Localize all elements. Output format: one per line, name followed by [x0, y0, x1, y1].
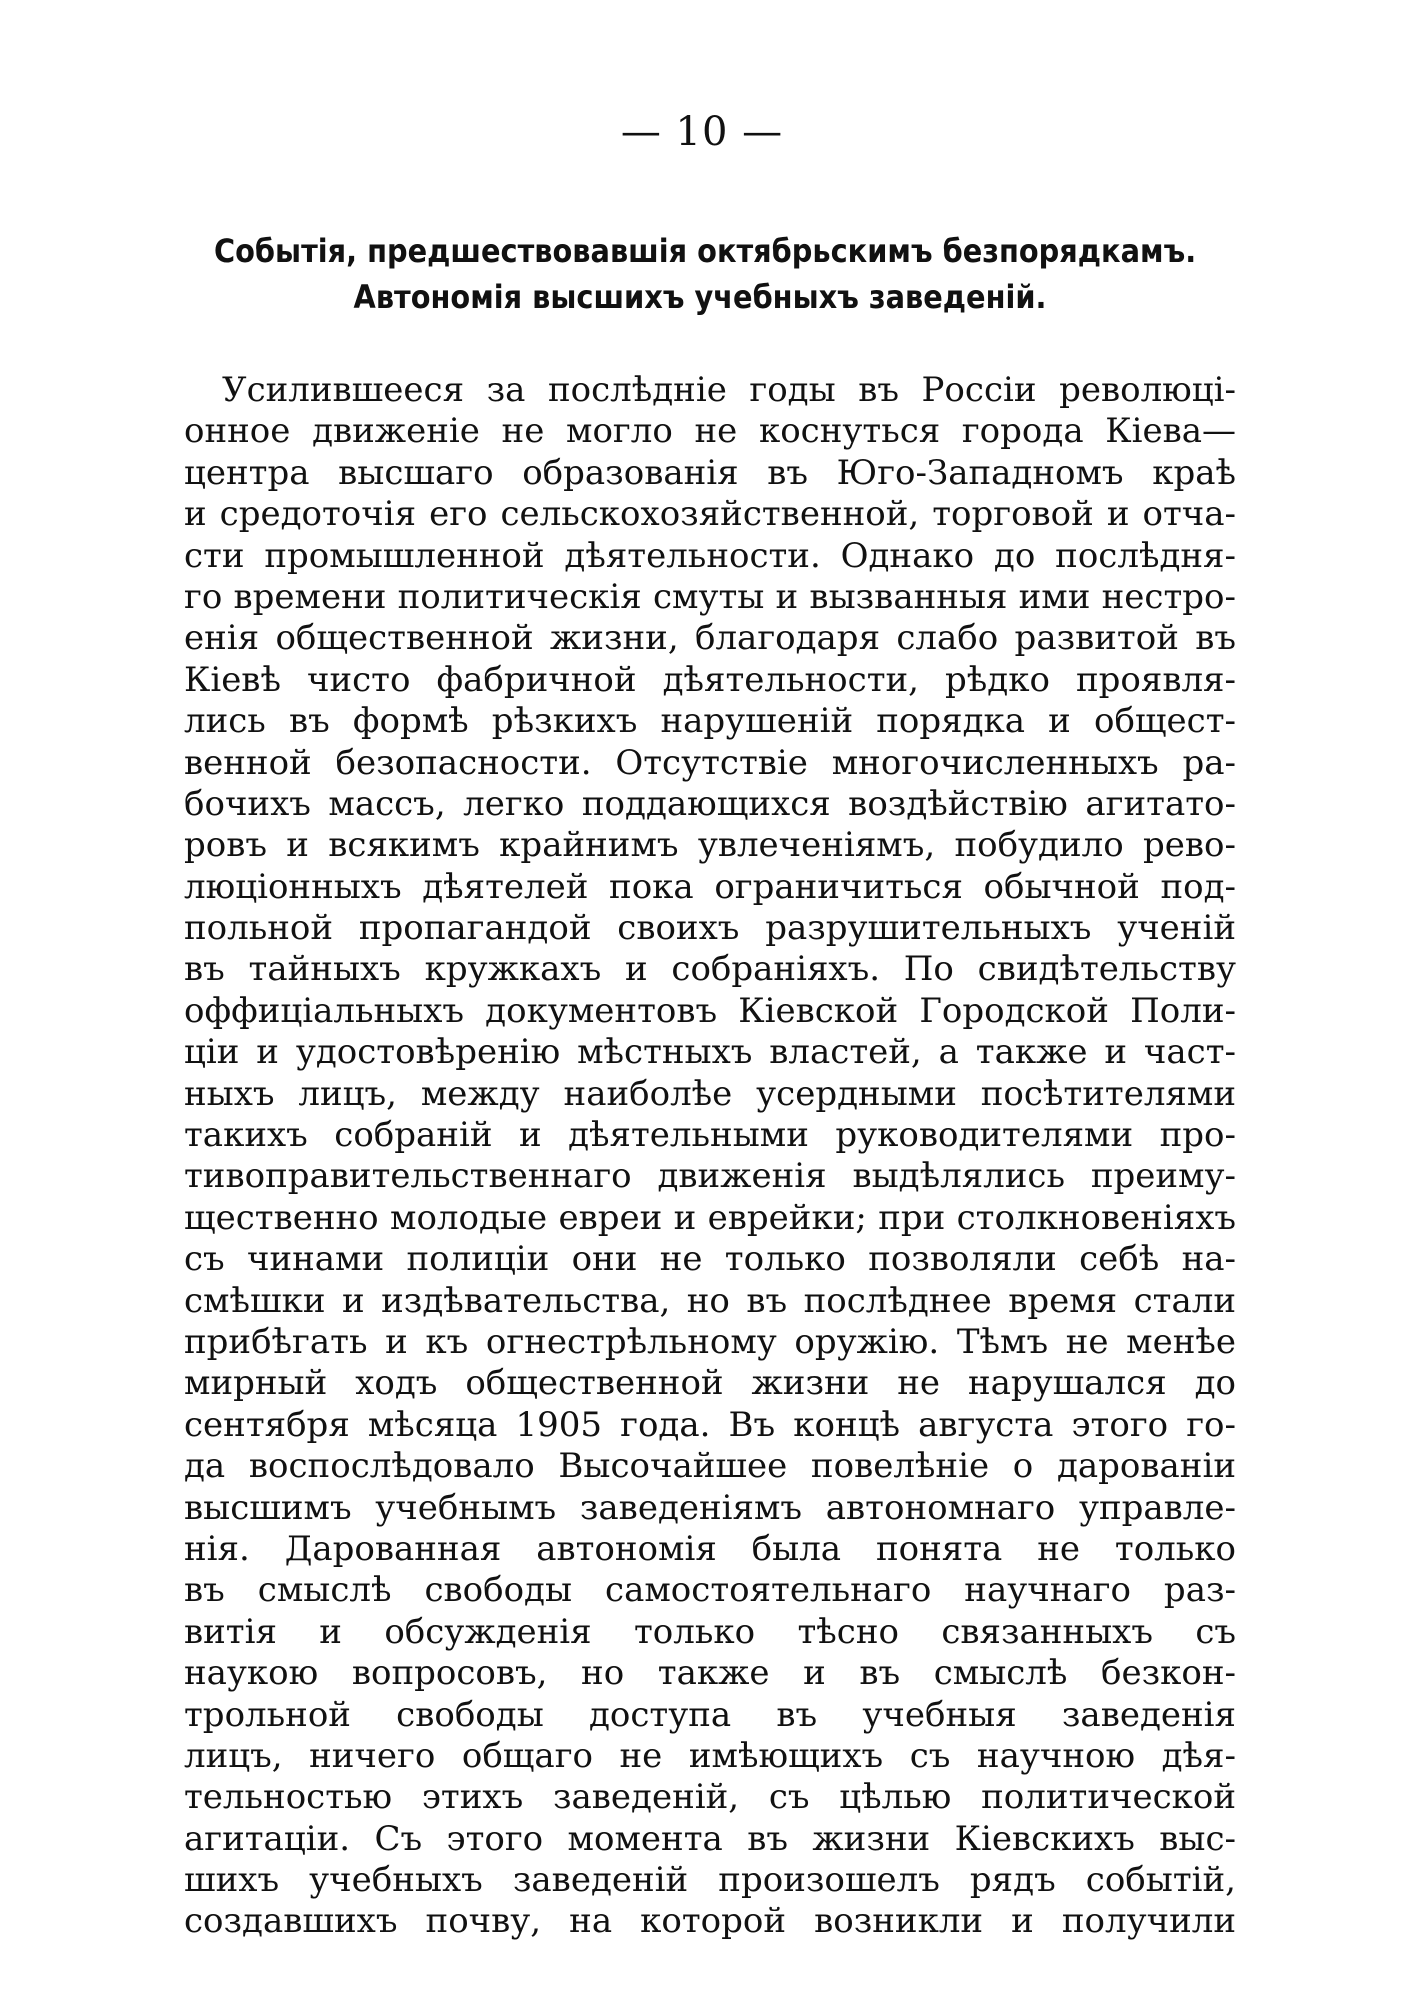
body-line: трольной свободы доступа въ учебныя заведенія [184, 1694, 1236, 1735]
body-line: наукою вопросовъ, но также и въ смыслѣ безкон- [184, 1653, 1236, 1694]
body-line: сентября мѣсяца 1905 года. Въ концѣ августа этого го- [184, 1404, 1236, 1445]
body-line: и средоточія его сельскохозяйственной, торговой и отча- [184, 494, 1236, 535]
heading-line-2: Автономія высшихъ учебныхъ заведеній. [353, 278, 1047, 316]
body-line: го времени политическія смуты и вызванныя ими нестро- [184, 576, 1236, 617]
body-line: польной пропагандой своихъ разрушительныхъ ученій [184, 908, 1236, 949]
body-line: нія. Дарованная автономія была понята не только [184, 1528, 1236, 1569]
body-line: въ тайныхъ кружкахъ и собраніяхъ. По свидѣтельству [184, 949, 1236, 990]
body-line: смѣшки и издѣвательства, но въ послѣднее время стали [184, 1280, 1236, 1321]
body-line: агитаціи. Съ этого момента въ жизни Кіевскихъ выс- [184, 1818, 1236, 1859]
body-line: высшимъ учебнымъ заведеніямъ автономнаго управле- [184, 1487, 1236, 1528]
heading-line-1: Событія, предшествовавшія октябрьскимъ безпорядкамъ. [214, 232, 1197, 270]
body-line: съ чинами полиціи они не только позволяли себѣ на- [184, 1239, 1236, 1280]
body-line: сти промышленной дѣятельности. Однако до послѣдня- [184, 535, 1236, 576]
body-line: центра высшаго образованія въ Юго-Западномъ краѣ [184, 452, 1236, 493]
section-heading [214, 228, 1197, 320]
body-line: бочихъ массъ, легко поддающихся воздѣйствію агитато- [184, 783, 1236, 824]
body-line: тельностью этихъ заведеній, съ цѣлью политической [184, 1777, 1236, 1818]
body-line: венной безопасности. Отсутствіе многочисленныхъ ра- [184, 742, 1236, 783]
body-line: люціонныхъ дѣятелей пока ограничиться обычной под- [184, 866, 1236, 907]
body-line: ныхъ лицъ, между наиболѣе усердными посѣтителями [184, 1073, 1236, 1114]
body-line: лись въ формѣ рѣзкихъ нарушеній порядка и общест- [184, 701, 1236, 742]
body-line: тивоправительственнаго движенія выдѣлялись преиму- [184, 1156, 1236, 1197]
body-line: мирный ходъ общественной жизни не нарушался до [184, 1363, 1236, 1404]
body-line: прибѣгать и къ огнестрѣльному оружію. Тѣмъ не менѣе [184, 1321, 1236, 1362]
body-line: такихъ собраній и дѣятельными руководителями про- [184, 1115, 1236, 1156]
body-paragraph [184, 370, 1236, 1943]
body-line: создавшихъ почву, на которой возникли и получили [184, 1901, 1236, 1942]
body-line: ровъ и всякимъ крайнимъ увлеченіямъ, побудило рево- [184, 825, 1236, 866]
body-line: витія и обсужденія только тѣсно связанныхъ съ [184, 1611, 1236, 1652]
body-line: ціи и удостовѣренію мѣстныхъ властей, а также и част- [184, 1032, 1236, 1073]
body-line: енія общественной жизни, благодаря слабо развитой въ [184, 618, 1236, 659]
body-line: Усилившееся за послѣдніе годы въ Россіи революці- [222, 370, 1236, 410]
body-line: онное движеніе не могло не коснуться города Кіева— [184, 411, 1236, 452]
body-line: да воспослѣдовало Высочайшее повелѣніе о дарованіи [184, 1446, 1236, 1487]
body-line: шихъ учебныхъ заведеній произошелъ рядъ событій, [184, 1860, 1236, 1901]
body-line: въ смыслѣ свободы самостоятельнаго научнаго раз- [184, 1570, 1236, 1611]
body-line: оффиціальныхъ документовъ Кіевской Городской Поли- [184, 990, 1236, 1031]
page-number: — 10 — [620, 109, 784, 155]
body-line: лицъ, ничего общаго не имѣющихъ съ научною дѣя- [184, 1735, 1236, 1776]
body-line: Кіевѣ чисто фабричной дѣятельности, рѣдко проявля- [184, 659, 1236, 700]
body-line: щественно молодые евреи и еврейки; при столкновеніяхъ [184, 1197, 1236, 1238]
